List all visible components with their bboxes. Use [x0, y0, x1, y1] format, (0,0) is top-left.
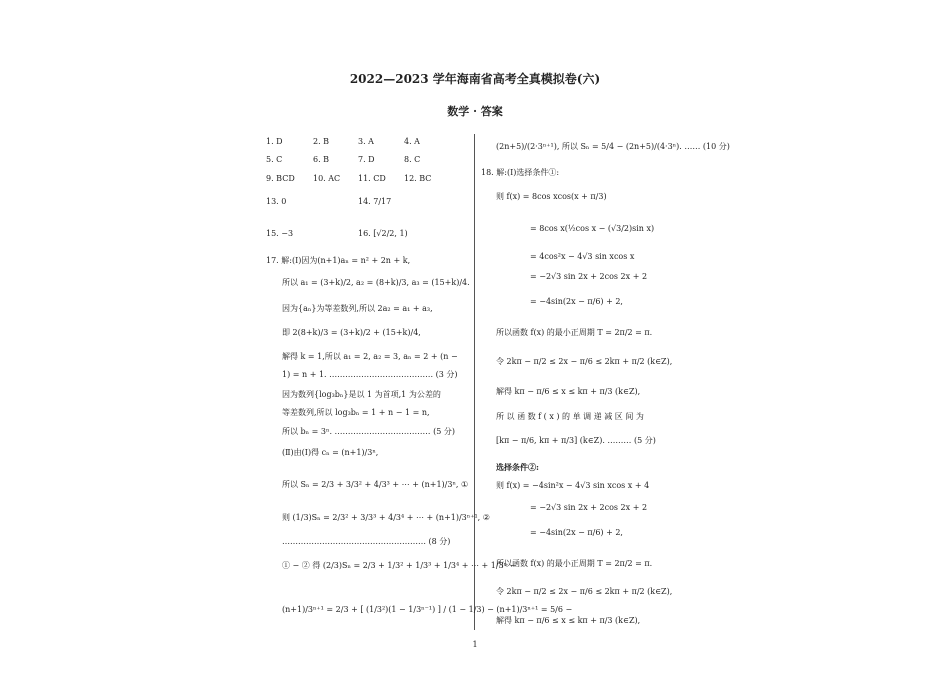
answer-11: 11. CD: [358, 174, 386, 183]
q18-line: = 4cos²x − 4√3 sin xcos x: [530, 252, 635, 261]
answer-1: 1. D: [266, 137, 283, 146]
q17-line: (n+1)/3ⁿ⁺¹ = 2/3 + [ (1/3²)(1 − 1/3ⁿ⁻¹) ] / (1 − 1/3) − (n+1)/3ⁿ⁺¹ = 5/6 −: [282, 605, 573, 614]
q18-line: 解得 kπ − π/6 ≤ x ≤ kπ + π/3 (k∈Z),: [496, 616, 641, 625]
q18-line: [kπ − π/6, kπ + π/3] (k∈Z). ……… (5 分): [496, 436, 656, 445]
answer-10: 10. AC: [313, 174, 341, 183]
answer-12: 12. BC: [404, 174, 432, 183]
q18-line: 令 2kπ − π/2 ≤ 2x − π/6 ≤ 2kπ + π/2 (k∈Z),: [496, 357, 673, 366]
q17-line: 即 2(8+k)/3 = (3+k)/2 + (15+k)/4,: [282, 328, 421, 337]
q18-line: 所以函数 f(x) 的最小正周期 T = 2π/2 = π.: [496, 559, 653, 568]
q17-line: 解得 k = 1,所以 a₁ = 2, a₂ = 3, aₙ = 2 + (n −: [282, 352, 458, 361]
answer-3: 3. A: [358, 137, 374, 146]
q18-line: 18. 解:(Ⅰ)选择条件①:: [481, 168, 560, 177]
document-subtitle: 数学 · 答案: [447, 105, 503, 118]
q17-line: 所以 Sₙ = 2/3 + 3/3² + 4/3³ + ⋯ + (n+1)/3ⁿ, ①: [282, 480, 469, 489]
answer-6: 6. B: [313, 155, 330, 164]
q17-line: (Ⅱ)由(Ⅰ)得 cₙ = (n+1)/3ⁿ,: [282, 448, 379, 457]
q18-line: = 8cos x(½cos x − (√3/2)sin x): [530, 224, 655, 233]
q17-line: 17. 解:(Ⅰ)因为(n+1)aₙ = n² + 2n + k,: [266, 256, 411, 265]
q17-line: 等差数列,所以 log₃bₙ = 1 + n − 1 = n,: [282, 408, 430, 417]
column-divider: [474, 134, 475, 630]
answer-14: 14. 7/17: [358, 197, 392, 206]
answer-2: 2. B: [313, 137, 330, 146]
q17-line: 所以 a₁ = (3+k)/2, a₂ = (8+k)/3, a₃ = (15+k)/4.: [282, 278, 470, 287]
q17-line: ① − ② 得 (2/3)Sₙ = 2/3 + 1/3² + 1/3³ + 1/3⁴ + ⋯ + 1/3ⁿ −: [282, 561, 517, 570]
q18-line: 所以函数 f(x) 的最小正周期 T = 2π/2 = π.: [496, 328, 653, 337]
q18-line: 解得 kπ − π/6 ≤ x ≤ kπ + π/3 (k∈Z),: [496, 387, 641, 396]
answer-7: 7. D: [358, 155, 375, 164]
q18-line: = −4sin(2x − π/6) + 2,: [530, 297, 623, 306]
answer-16: 16. [√2/2, 1): [358, 229, 408, 238]
q18-line: 令 2kπ − π/2 ≤ 2x − π/6 ≤ 2kπ + π/2 (k∈Z),: [496, 587, 673, 596]
answer-15: 15. −3: [266, 229, 294, 238]
answer-5: 5. C: [266, 155, 283, 164]
q18-line: (2n+5)/(2·3ⁿ⁺¹), 所以 Sₙ = 5/4 − (2n+5)/(4·3ⁿ). …… (10 分): [496, 142, 730, 151]
q17-line: 因为数列{log₃bₙ}是以 1 为首项,1 为公差的: [282, 390, 441, 399]
answer-4: 4. A: [404, 137, 420, 146]
q17-line: ……………………………………………… (8 分): [282, 537, 451, 546]
answer-9: 9. BCD: [266, 174, 295, 183]
q18-line: 则 f(x) = −4sin²x − 4√3 sin xcos x + 4: [496, 481, 650, 490]
q18-line: 则 f(x) = 8cos xcos(x + π/3): [496, 192, 607, 201]
answer-8: 8. C: [404, 155, 421, 164]
q18-condition-2-heading: 选择条件②:: [496, 462, 539, 472]
q18-line: 所 以 函 数 f ( x ) 的 单 调 递 减 区 间 为: [496, 412, 644, 421]
q17-line: 所以 bₙ = 3ⁿ. ……………………………… (5 分): [282, 427, 455, 436]
q18-line: = −4sin(2x − π/6) + 2,: [530, 528, 623, 537]
document-title: 2022—2023 学年海南省高考全真模拟卷(六): [349, 72, 601, 86]
q17-line: 则 (1/3)Sₙ = 2/3² + 3/3³ + 4/3⁴ + ⋯ + (n+1)/3ⁿ⁺¹, ②: [282, 513, 490, 522]
answer-13: 13. 0: [266, 197, 287, 206]
q17-line: 1) = n + 1. ………………………………… (3 分): [282, 370, 458, 379]
page-number: 1: [472, 640, 478, 649]
q18-line: = −2√3 sin 2x + 2cos 2x + 2: [530, 503, 648, 512]
q18-line: = −2√3 sin 2x + 2cos 2x + 2: [530, 272, 648, 281]
q17-line: 因为{aₙ}为等差数列,所以 2a₂ = a₁ + a₃,: [282, 304, 433, 313]
